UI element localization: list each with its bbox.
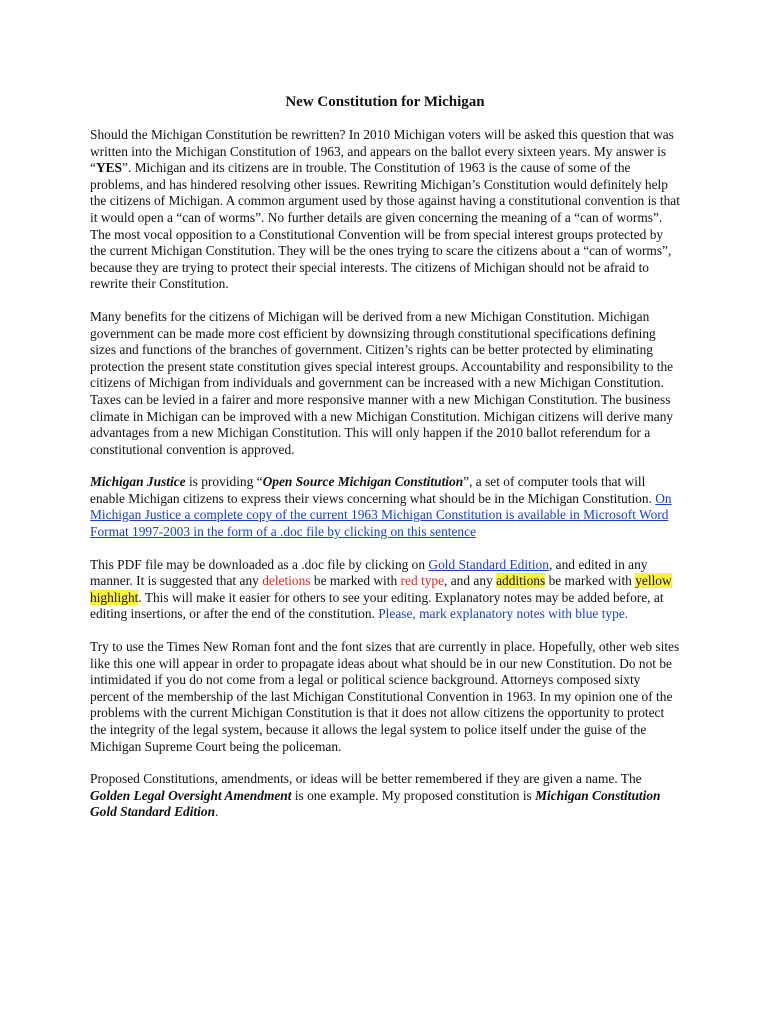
paragraph-1 <box>90 127 680 293</box>
p6-text-b: is one example. My proposed constitution is <box>291 787 536 803</box>
blue-note-text: Please, mark explanatory notes with blue type. <box>378 606 629 622</box>
p4-text-c: be marked with <box>310 573 401 589</box>
yes-answer: YES <box>95 160 123 176</box>
open-source-constitution-name: Open Source Michigan Constitution <box>262 474 464 490</box>
paragraph-2: Many benefits for the citizens of Michigan will be derived from a new Michigan Constitution. Michigan government can be made more cost efficient by downsizing through constitutional specifications defining sizes and functions of the branches of government. Citizen’s rights can be better protected by eliminating protection the present state constitution gives special interest groups. Accountability and responsibility to the citizens of Michigan from individuals and government can be increased with a new Michigan Constitution. Taxes can be levied in a fairer and more responsive manner with a new Michigan Constitution. The business climate in Michigan can be improved with a new Michigan Constitution. Michigan citizens will derive many advantages from a new Michigan Constitution. This will only happen if the 2010 ballot referendum for a constitutional convention is approved. <box>90 308 674 457</box>
michigan-justice-name: Michigan Justice <box>90 474 186 490</box>
gold-standard-edition-link[interactable]: Gold Standard Edition <box>428 556 549 572</box>
paragraph-5: Try to use the Times New Roman font and the font sizes that are currently in place. Hopefully, other web sites like this one will appear in order to propagate ideas about what should be in our new Constitution. Do not be intimidated if you do not come from a legal or political science background. Attorneys composed sixty percent of the membership of the last Michigan Constitutional Convention in 1963. In my opinion one of the problems with the current Michigan Constitution is that it does not allow citizens the opportunity to protect the integrity of the legal system, because it allows the legal system to police itself under the guise of the Michigan Supreme Court being the policeman. <box>90 639 680 754</box>
paragraph-6 <box>90 771 680 821</box>
p4-text-e: be marked with <box>545 573 636 589</box>
gold-standard-edition-name: Michigan Constitution Gold Standard Edition <box>90 787 661 820</box>
p6-text-c: . <box>215 804 219 820</box>
p1-text-b: ”. Michigan and its citizens are in trouble. The Constitution of 1963 is the cause of some of the problems, and has hindered resolving other issues. Rewriting Michigan’s Constitution would definitely help the citizens of Michigan. A common argument used by those against having a constitutional convention is that it would open a “can of worms”. No further details are given concerning the meaning of a “can of worms”. The most vocal opposition to a Constitutional Convention will be from special interest groups protected by the current Michigan Constitution. They will be the ones trying to scare the citizens about a “can of worms”, because they are trying to protect their special interests. The citizens of Michigan should not be afraid to rewrite their Constitution. <box>90 160 680 292</box>
constitution-doc-link[interactable]: On Michigan Justice a complete copy of the current 1963 Michigan Constitution is available in Microsoft Word Format 1997-2003 in the form of a .doc file by clicking on this sentence <box>90 490 672 540</box>
p6-text-a: Proposed Constitutions, amendments, or ideas will be better remembered if they are given a name. The <box>90 771 642 787</box>
golden-legal-oversight-name: Golden Legal Oversight Amendment <box>90 787 292 803</box>
paragraph-4 <box>90 557 680 623</box>
p1-text-a: Should the Michigan Constitution be rewritten? In 2010 Michigan voters will be asked this question that was written into the Michigan Constitution of 1963, and appears on the ballot every sixteen years. My answer is “ <box>90 127 674 176</box>
deletions-word: deletions <box>262 573 311 589</box>
p4-text-d: , and any <box>444 573 497 589</box>
paragraph-3 <box>90 474 680 540</box>
red-type-word: red type <box>400 573 445 589</box>
p3-text-a: is providing “ <box>185 474 263 490</box>
p4-text-b: , and edited in any manner. It is suggested that any <box>90 556 648 589</box>
document-page <box>90 92 680 837</box>
document-title: New Constitution for Michigan <box>285 94 485 110</box>
additions-word: additions <box>496 573 546 589</box>
yellow-highlight-word: yellow highlight <box>90 573 672 605</box>
p3-text-b: ”, a set of computer tools that will enable Michigan citizens to express their views concerning what should be in the Michigan Constitution. <box>90 474 656 506</box>
p4-text-a: This PDF file may be downloaded as a .doc file by clicking on <box>90 556 429 572</box>
p4-text-f: . This will make it easier for others to see your editing. Explanatory notes may be added before, at editing insertions, or after the end of the constitution. <box>90 589 664 622</box>
